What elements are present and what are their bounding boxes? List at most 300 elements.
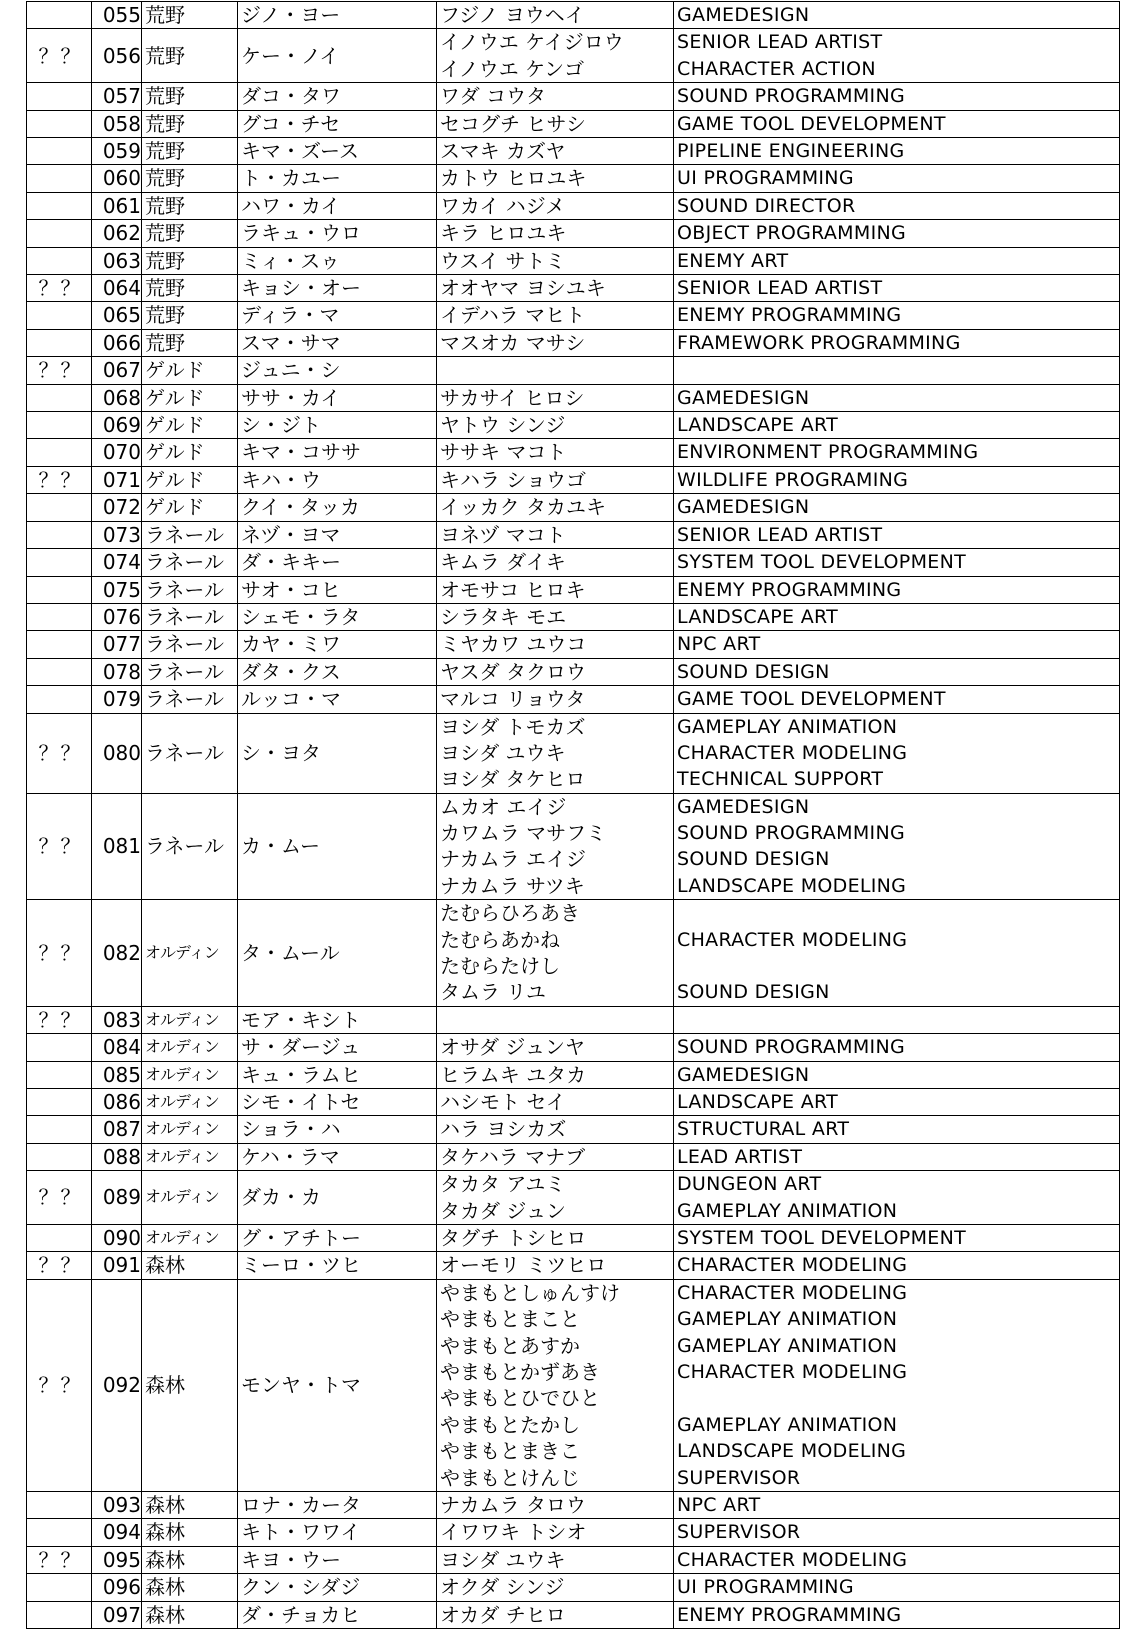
mark-cell — [27, 138, 92, 165]
staff-name: セコグチ ヒサシ — [440, 111, 586, 136]
character-name-cell: キマ・ズース — [238, 138, 437, 165]
staff-role: PIPELINE ENGINEERING — [677, 140, 905, 162]
role-cell — [674, 686, 1120, 713]
character-name-cell: ササ・カイ — [238, 384, 437, 411]
staff-name: タグチ トシヒロ — [440, 1226, 587, 1251]
mark-cell — [27, 384, 92, 411]
region-cell: オルディン — [142, 1006, 238, 1033]
staff-name: やまもとたかし — [440, 1412, 580, 1437]
region-cell: ラネール — [142, 686, 238, 713]
staff-role: NPC ART — [677, 1493, 761, 1516]
staff-role: UI PROGRAMMING — [677, 1576, 854, 1599]
staff-name: イノウエ ケイジロウ — [440, 30, 624, 55]
region-cell: 森林 — [142, 1491, 238, 1518]
region-cell: 森林 — [142, 1601, 238, 1628]
role-cell — [674, 1546, 1120, 1573]
staff-name: イノウエ ケンゴ — [440, 56, 585, 81]
role-cell — [674, 658, 1120, 685]
staff-cell — [437, 2, 674, 29]
staff-cell — [437, 1601, 674, 1628]
staff-role: GAMEPLAY ANIMATION — [677, 1413, 898, 1436]
mark-cell — [27, 631, 92, 658]
number-cell: 060 — [92, 165, 142, 192]
role-cell — [674, 1252, 1120, 1279]
table-row — [27, 900, 1120, 1007]
table-row — [27, 302, 1120, 329]
staff-cell — [437, 165, 674, 192]
role-cell — [674, 247, 1120, 274]
number-cell: 085 — [92, 1061, 142, 1088]
mark-cell — [27, 603, 92, 630]
number-cell: 059 — [92, 138, 142, 165]
staff-role: STRUCTURAL ART — [677, 1118, 850, 1141]
staff-role: CHARACTER MODELING — [677, 1254, 908, 1277]
staff-name: オカダ チヒロ — [440, 1602, 566, 1627]
staff-name: シラタキ モエ — [440, 604, 567, 629]
region-cell: オルディン — [142, 1225, 238, 1252]
region-cell: 荒野 — [142, 192, 238, 219]
staff-cell — [437, 1171, 674, 1225]
character-name-cell: クン・シダジ — [238, 1574, 437, 1601]
staff-role — [677, 1007, 1119, 1033]
table-row — [27, 603, 1120, 630]
staff-role: ENEMY PROGRAMMING — [677, 304, 902, 327]
staff-role: GAMEPLAY ANIMATION — [677, 715, 898, 738]
table-row — [27, 1061, 1120, 1088]
staff-role: LANDSCAPE MODELING — [677, 874, 907, 897]
table-row — [27, 110, 1120, 137]
number-cell: 077 — [92, 631, 142, 658]
staff-name: タカタ アユミ — [440, 1172, 566, 1197]
table-row — [27, 1252, 1120, 1279]
number-cell: 075 — [92, 576, 142, 603]
table-row — [27, 138, 1120, 165]
staff-name: イワワキ トシオ — [440, 1520, 587, 1545]
character-name-cell: ジノ・ヨー — [238, 2, 437, 29]
role-cell — [674, 1034, 1120, 1061]
staff-name: やまもとしゅんすけ — [440, 1280, 620, 1305]
staff-role — [677, 953, 1119, 979]
role-cell — [674, 1279, 1120, 1491]
character-name-cell: シェモ・ラタ — [238, 603, 437, 630]
staff-name: タケハラ マナブ — [440, 1144, 586, 1169]
mark-cell — [27, 83, 92, 110]
region-cell: 荒野 — [142, 220, 238, 247]
staff-name: ナカムラ エイジ — [440, 847, 586, 872]
table-row — [27, 1601, 1120, 1628]
region-cell: 荒野 — [142, 2, 238, 29]
table-row — [27, 1116, 1120, 1143]
region-cell: オルディン — [142, 1034, 238, 1061]
role-cell — [674, 466, 1120, 493]
mark-cell — [27, 549, 92, 576]
character-name-cell: ハワ・カイ — [238, 192, 437, 219]
region-cell: オルディン — [142, 1061, 238, 1088]
staff-cell — [437, 329, 674, 356]
mark-cell — [27, 576, 92, 603]
staff-name: タムラ リユ — [440, 980, 546, 1005]
mark-cell: ？？ — [27, 1546, 92, 1573]
mark-cell: ？？ — [27, 357, 92, 384]
character-name-cell: モア・キシト — [238, 1006, 437, 1033]
staff-cell — [437, 110, 674, 137]
number-cell: 056 — [92, 29, 142, 83]
mark-cell — [27, 494, 92, 521]
mark-cell — [27, 247, 92, 274]
character-name-cell: カヤ・ミワ — [238, 631, 437, 658]
region-cell: ラネール — [142, 793, 238, 900]
number-cell: 067 — [92, 357, 142, 384]
table-row — [27, 1171, 1120, 1225]
staff-cell — [437, 1143, 674, 1170]
number-cell: 069 — [92, 412, 142, 439]
region-cell: ゲルド — [142, 439, 238, 466]
character-name-cell: クイ・タッカ — [238, 494, 437, 521]
staff-role: TECHNICAL SUPPORT — [677, 768, 884, 791]
staff-role: SENIOR LEAD ARTIST — [677, 31, 883, 54]
staff-cell — [437, 220, 674, 247]
roster-body — [27, 2, 1120, 1629]
staff-name: フジノ ヨウヘイ — [440, 3, 585, 27]
staff-role — [677, 900, 1119, 926]
number-cell: 083 — [92, 1006, 142, 1033]
staff-role: GAMEDESIGN — [677, 4, 810, 26]
region-cell: 森林 — [142, 1279, 238, 1491]
staff-name: ヨシダ ユウキ — [440, 740, 566, 765]
role-cell — [674, 439, 1120, 466]
staff-name: やまもとかずあき — [440, 1360, 600, 1385]
staff-name: マスオカ マサシ — [440, 330, 586, 355]
staff-name: イデハラ マヒト — [440, 303, 586, 328]
region-cell: ゲルド — [142, 466, 238, 493]
region-cell: ゲルド — [142, 412, 238, 439]
staff-role: GAME TOOL DEVELOPMENT — [677, 688, 946, 711]
staff-role: LANDSCAPE ART — [677, 1091, 839, 1114]
table-row — [27, 631, 1120, 658]
region-cell: オルディン — [142, 900, 238, 1007]
character-name-cell: キヨ・ウー — [238, 1546, 437, 1573]
staff-name: カワムラ マサフミ — [440, 821, 607, 846]
role-cell — [674, 302, 1120, 329]
staff-role: LANDSCAPE ART — [677, 605, 839, 628]
table-row — [27, 412, 1120, 439]
staff-cell — [437, 631, 674, 658]
staff-role: ENEMY PROGRAMMING — [677, 1603, 902, 1626]
number-cell: 093 — [92, 1491, 142, 1518]
role-cell — [674, 793, 1120, 900]
staff-name: ササキ マコト — [440, 440, 567, 465]
staff-cell — [437, 1279, 674, 1491]
region-cell: 森林 — [142, 1252, 238, 1279]
mark-cell: ？？ — [27, 275, 92, 302]
staff-cell — [437, 1006, 674, 1033]
staff-role — [677, 357, 1119, 383]
role-cell — [674, 603, 1120, 630]
staff-name: ヤスダ タクロウ — [440, 659, 586, 684]
staff-name: オクダ シンジ — [440, 1575, 565, 1600]
role-cell — [674, 1171, 1120, 1225]
number-cell: 089 — [92, 1171, 142, 1225]
staff-role: SOUND PROGRAMMING — [677, 1036, 905, 1059]
staff-cell — [437, 1491, 674, 1518]
table-row — [27, 357, 1120, 384]
staff-cell — [437, 686, 674, 713]
number-cell: 057 — [92, 83, 142, 110]
mark-cell — [27, 1601, 92, 1628]
staff-cell — [437, 412, 674, 439]
mark-cell: ？？ — [27, 1279, 92, 1491]
staff-cell — [437, 466, 674, 493]
table-row — [27, 466, 1120, 493]
role-cell — [674, 1601, 1120, 1628]
number-cell: 061 — [92, 192, 142, 219]
table-row — [27, 1225, 1120, 1252]
table-row — [27, 1143, 1120, 1170]
table-row — [27, 275, 1120, 302]
role-cell — [674, 384, 1120, 411]
character-name-cell: カ・ムー — [238, 793, 437, 900]
mark-cell: ？？ — [27, 29, 92, 83]
staff-role: OBJECT PROGRAMMING — [677, 222, 907, 245]
region-cell: 荒野 — [142, 329, 238, 356]
staff-role: UI PROGRAMMING — [677, 167, 854, 190]
number-cell: 097 — [92, 1601, 142, 1628]
region-cell: ゲルド — [142, 357, 238, 384]
mark-cell — [27, 220, 92, 247]
staff-role: ENEMY ART — [677, 249, 789, 272]
staff-name: オオヤマ ヨシユキ — [440, 276, 606, 301]
table-row — [27, 713, 1120, 793]
region-cell: 森林 — [142, 1574, 238, 1601]
mark-cell: ？？ — [27, 466, 92, 493]
staff-role — [677, 1385, 1119, 1411]
mark-cell — [27, 1034, 92, 1061]
staff-role: GAMEDESIGN — [677, 386, 810, 409]
staff-name: カトウ ヒロユキ — [440, 166, 587, 191]
table-row — [27, 247, 1120, 274]
number-cell: 096 — [92, 1574, 142, 1601]
table-row — [27, 439, 1120, 466]
table-row — [27, 549, 1120, 576]
role-cell — [674, 1089, 1120, 1116]
role-cell — [674, 1061, 1120, 1088]
number-cell: 082 — [92, 900, 142, 1007]
table-row — [27, 1574, 1120, 1601]
role-cell — [674, 1519, 1120, 1546]
staff-name: ヤトウ シンジ — [440, 413, 566, 438]
mark-cell — [27, 1574, 92, 1601]
character-name-cell: グ・アチトー — [238, 1225, 437, 1252]
number-cell: 063 — [92, 247, 142, 274]
number-cell: 062 — [92, 220, 142, 247]
table-row — [27, 220, 1120, 247]
mark-cell — [27, 1491, 92, 1518]
number-cell: 092 — [92, 1279, 142, 1491]
staff-cell — [437, 1574, 674, 1601]
character-name-cell: ト・カユー — [238, 165, 437, 192]
staff-role: GAMEPLAY ANIMATION — [677, 1199, 898, 1222]
staff-role: CHARACTER MODELING — [677, 1548, 908, 1571]
table-row — [27, 165, 1120, 192]
character-name-cell: ミィ・スゥ — [238, 247, 437, 274]
staff-role: CHARACTER ACTION — [677, 57, 876, 80]
table-row — [27, 329, 1120, 356]
staff-role: CHARACTER MODELING — [677, 1281, 908, 1304]
staff-name: やまもとけんじ — [440, 1465, 580, 1490]
staff-role: LANDSCAPE ART — [677, 414, 839, 437]
table-row — [27, 494, 1120, 521]
table-row — [27, 1519, 1120, 1546]
staff-cell — [437, 83, 674, 110]
staff-cell — [437, 302, 674, 329]
mark-cell: ？？ — [27, 1252, 92, 1279]
role-cell — [674, 275, 1120, 302]
table-row — [27, 1089, 1120, 1116]
number-cell: 084 — [92, 1034, 142, 1061]
number-cell: 070 — [92, 439, 142, 466]
staff-name: キムラ ダイキ — [440, 550, 566, 575]
role-cell — [674, 329, 1120, 356]
table-row — [27, 83, 1120, 110]
staff-role: GAMEDESIGN — [677, 496, 810, 519]
table-row — [27, 2, 1120, 29]
mark-cell — [27, 302, 92, 329]
staff-cell — [437, 1519, 674, 1546]
mark-cell — [27, 1116, 92, 1143]
staff-cell — [437, 1034, 674, 1061]
character-name-cell: シモ・イトセ — [238, 1089, 437, 1116]
staff-name: サカサイ ヒロシ — [440, 385, 585, 410]
role-cell — [674, 1491, 1120, 1518]
character-name-cell: タ・ムール — [238, 900, 437, 1007]
mark-cell — [27, 329, 92, 356]
table-row — [27, 1034, 1120, 1061]
region-cell: 荒野 — [142, 165, 238, 192]
staff-cell — [437, 29, 674, 83]
staff-cell — [437, 1252, 674, 1279]
region-cell: オルディン — [142, 1089, 238, 1116]
staff-cell — [437, 1546, 674, 1573]
character-name-cell: ロナ・カータ — [238, 1491, 437, 1518]
table-row — [27, 686, 1120, 713]
staff-role: CHARACTER MODELING — [677, 1361, 908, 1384]
roster-table — [26, 1, 1120, 1629]
number-cell: 095 — [92, 1546, 142, 1573]
mark-cell — [27, 1519, 92, 1546]
character-name-cell: キョシ・オー — [238, 275, 437, 302]
role-cell — [674, 521, 1120, 548]
staff-role: CHARACTER MODELING — [677, 741, 908, 764]
number-cell: 058 — [92, 110, 142, 137]
number-cell: 078 — [92, 658, 142, 685]
staff-name: ヨネヅ マコト — [440, 522, 566, 547]
role-cell — [674, 900, 1120, 1007]
staff-role: SOUND DESIGN — [677, 848, 830, 871]
staff-name: やまもとまこと — [440, 1307, 580, 1332]
staff-cell — [437, 793, 674, 900]
number-cell: 065 — [92, 302, 142, 329]
staff-role: GAME TOOL DEVELOPMENT — [677, 112, 946, 135]
character-name-cell: ケハ・ラマ — [238, 1143, 437, 1170]
character-name-cell: ダカ・カ — [238, 1171, 437, 1225]
staff-role: SUPERVISOR — [677, 1466, 801, 1489]
staff-cell — [437, 1116, 674, 1143]
region-cell: ラネール — [142, 713, 238, 793]
staff-name: キハラ ショウゴ — [440, 467, 586, 492]
staff-role: SENIOR LEAD ARTIST — [677, 277, 883, 300]
role-cell — [674, 110, 1120, 137]
table-row — [27, 1279, 1120, 1491]
staff-name: ヨシダ タケヒロ — [440, 767, 586, 792]
staff-role: LANDSCAPE MODELING — [677, 1440, 907, 1463]
number-cell: 064 — [92, 275, 142, 302]
staff-name: キラ ヒロユキ — [440, 221, 567, 246]
character-name-cell: グコ・チセ — [238, 110, 437, 137]
number-cell: 091 — [92, 1252, 142, 1279]
staff-role: NPC ART — [677, 633, 761, 656]
number-cell: 079 — [92, 686, 142, 713]
region-cell: 荒野 — [142, 138, 238, 165]
mark-cell — [27, 658, 92, 685]
staff-role: GAMEDESIGN — [677, 1063, 810, 1086]
staff-name: スマキ カズヤ — [440, 139, 566, 163]
role-cell — [674, 549, 1120, 576]
role-cell — [674, 1225, 1120, 1252]
character-name-cell: ケー・ノイ — [238, 29, 437, 83]
role-cell — [674, 494, 1120, 521]
staff-cell — [437, 1061, 674, 1088]
region-cell: 荒野 — [142, 83, 238, 110]
mark-cell: ？？ — [27, 1006, 92, 1033]
staff-cell — [437, 658, 674, 685]
staff-name: ナカムラ タロウ — [440, 1492, 586, 1517]
staff-cell — [437, 275, 674, 302]
table-row — [27, 1491, 1120, 1518]
role-cell — [674, 29, 1120, 83]
number-cell: 081 — [92, 793, 142, 900]
staff-name: マルコ リョウタ — [440, 687, 586, 712]
character-name-cell: ダ・チョカヒ — [238, 1601, 437, 1628]
staff-cell — [437, 192, 674, 219]
number-cell: 071 — [92, 466, 142, 493]
staff-cell — [437, 521, 674, 548]
staff-cell — [437, 576, 674, 603]
table-row — [27, 192, 1120, 219]
staff-name: ムカオ エイジ — [440, 794, 567, 819]
table-row — [27, 1006, 1120, 1033]
staff-cell — [437, 138, 674, 165]
region-cell: ラネール — [142, 631, 238, 658]
staff-role: GAMEPLAY ANIMATION — [677, 1308, 898, 1331]
character-name-cell: ネヅ・ヨマ — [238, 521, 437, 548]
character-name-cell: ラキュ・ウロ — [238, 220, 437, 247]
region-cell: オルディン — [142, 1171, 238, 1225]
staff-name: タカダ ジュン — [440, 1198, 566, 1223]
character-name-cell: スマ・サマ — [238, 329, 437, 356]
staff-cell — [437, 900, 674, 1007]
role-cell — [674, 1116, 1120, 1143]
number-cell: 074 — [92, 549, 142, 576]
staff-name: イッカク タカユキ — [440, 495, 606, 520]
character-name-cell: ダ・キキー — [238, 549, 437, 576]
character-name-cell: ミーロ・ツヒ — [238, 1252, 437, 1279]
number-cell: 080 — [92, 713, 142, 793]
number-cell: 055 — [92, 2, 142, 29]
mark-cell — [27, 439, 92, 466]
role-cell — [674, 412, 1120, 439]
staff-role: SYSTEM TOOL DEVELOPMENT — [677, 551, 966, 574]
staff-cell — [437, 384, 674, 411]
